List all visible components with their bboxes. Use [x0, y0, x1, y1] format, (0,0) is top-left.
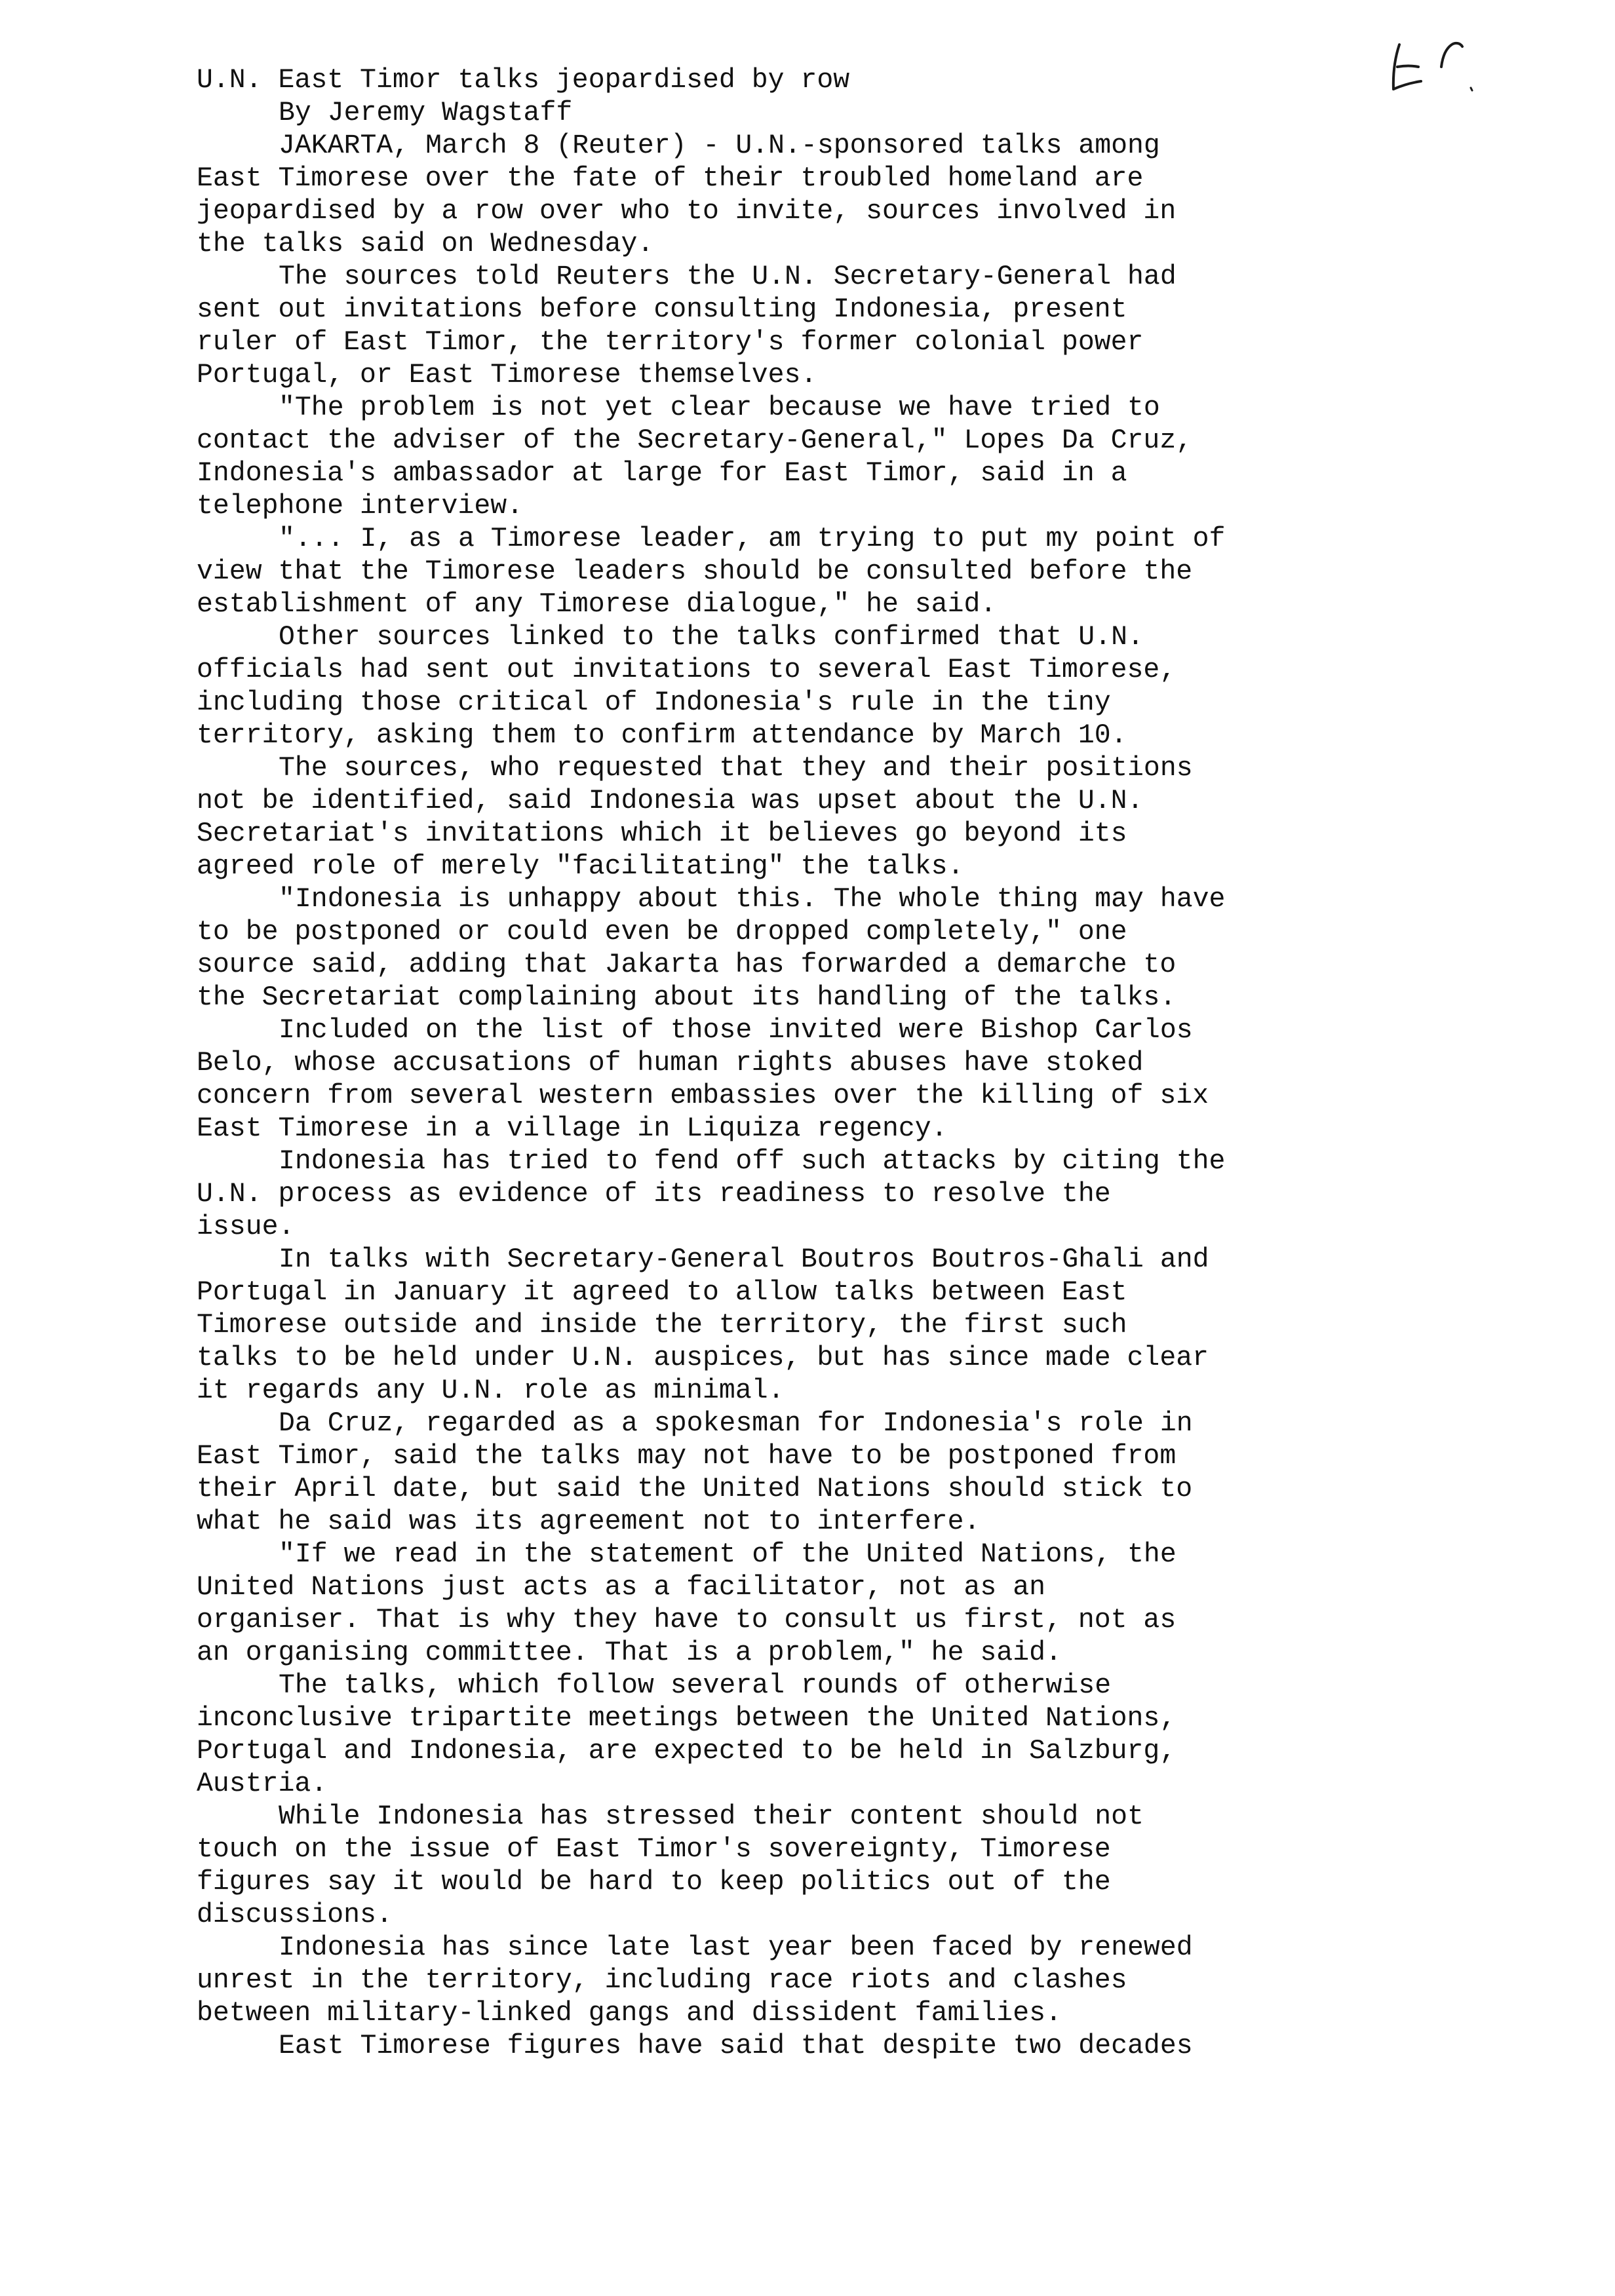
- paragraph-line: Portugal, or East Timorese themselves.: [197, 360, 817, 391]
- paragraph-line: Secretariat's invitations which it believes go beyond its: [197, 818, 1127, 849]
- paragraph-line: their April date, but said the United Nations should stick to: [197, 1474, 1193, 1504]
- paragraph-line: establishment of any Timorese dialogue," he said.: [197, 589, 997, 620]
- paragraph-first-line: While Indonesia has stressed their content should not: [279, 1801, 1144, 1832]
- paragraph-line: the talks said on Wednesday.: [197, 229, 654, 259]
- paragraph-line: Belo, whose accusations of human rights abuses have stoked: [197, 1048, 1144, 1079]
- paragraph-first-line: Da Cruz, regarded as a spokesman for Indonesia's role in: [279, 1408, 1193, 1439]
- paragraph-first-line: JAKARTA, March 8 (Reuter) - U.N.-sponsored talks among: [279, 130, 1160, 161]
- paragraph-first-line: Included on the list of those invited were Bishop Carlos: [279, 1015, 1193, 1046]
- paragraph-first-line: "... I, as a Timorese leader, am trying to put my point of: [279, 524, 1226, 554]
- paragraph-first-line: East Timorese figures have said that despite two decades: [279, 2031, 1193, 2061]
- paragraph-line: telephone interview.: [197, 491, 524, 522]
- paragraph-first-line: "Indonesia is unhappy about this. The whole thing may have: [279, 884, 1226, 915]
- paragraph-line: it regards any U.N. role as minimal.: [197, 1375, 785, 1406]
- paragraph-line: Portugal in January it agreed to allow talks between East: [197, 1277, 1127, 1308]
- news-article: [197, 64, 1455, 2063]
- paragraph-line: view that the Timorese leaders should be consulted before the: [197, 556, 1193, 587]
- paragraph-line: source said, adding that Jakarta has forwarded a demarche to: [197, 949, 1177, 980]
- paragraph-line: to be postponed or could even be dropped completely," one: [197, 917, 1127, 947]
- paragraph-line: Indonesia's ambassador at large for East Timor, said in a: [197, 458, 1127, 489]
- paragraph-line: figures say it would be hard to keep politics out of the: [197, 1867, 1111, 1898]
- paragraph-line: contact the adviser of the Secretary-General," Lopes Da Cruz,: [197, 425, 1193, 456]
- paragraph-line: concern from several western embassies over the killing of six: [197, 1081, 1209, 1111]
- paragraph-line: Timorese outside and inside the territory, the first such: [197, 1310, 1127, 1341]
- paragraph-line: not be identified, said Indonesia was upset about the U.N.: [197, 786, 1144, 816]
- paragraph-line: officials had sent out invitations to several East Timorese,: [197, 655, 1177, 685]
- paragraph-line: jeopardised by a row over who to invite, sources involved in: [197, 196, 1177, 227]
- paragraph-line: including those critical of Indonesia's rule in the tiny: [197, 687, 1111, 718]
- paragraph-first-line: Other sources linked to the talks confirmed that U.N.: [279, 622, 1144, 653]
- paragraph-line: ruler of East Timor, the territory's former colonial power: [197, 327, 1144, 358]
- paragraph-first-line: The sources told Reuters the U.N. Secretary-General had: [279, 261, 1177, 292]
- paragraph-line: Austria.: [197, 1769, 328, 1799]
- paragraph-line: agreed role of merely "facilitating" the talks.: [197, 851, 964, 882]
- paragraph-line: East Timorese in a village in Liquiza regency.: [197, 1113, 948, 1144]
- paragraph-line: what he said was its agreement not to interfere.: [197, 1506, 981, 1537]
- paragraph-line: discussions.: [197, 1900, 393, 1930]
- byline: By Jeremy Wagstaff: [279, 98, 573, 128]
- paragraph-line: East Timorese over the fate of their troubled homeland are: [197, 163, 1144, 194]
- paragraph-line: touch on the issue of East Timor's sovereignty, Timorese: [197, 1834, 1111, 1865]
- paragraph-line: the Secretariat complaining about its handling of the talks.: [197, 982, 1177, 1013]
- paragraph-line: territory, asking them to confirm attendance by March 10.: [197, 720, 1127, 751]
- paragraph-first-line: The talks, which follow several rounds of otherwise: [279, 1670, 1112, 1701]
- paragraph-first-line: The sources, who requested that they and their positions: [279, 753, 1193, 784]
- paragraph-line: U.N. process as evidence of its readiness to resolve the: [197, 1179, 1111, 1210]
- paragraph-line: United Nations just acts as a facilitator, not as an: [197, 1572, 1046, 1603]
- paragraph-line: organiser. That is why they have to consult us first, not as: [197, 1605, 1177, 1636]
- paragraph-line: an organising committee. That is a problem," he said.: [197, 1637, 1062, 1668]
- paragraph-line: between military-linked gangs and dissident families.: [197, 1998, 1062, 2029]
- paragraph-line: East Timor, said the talks may not have to be postponed from: [197, 1441, 1177, 1472]
- paragraph-line: Portugal and Indonesia, are expected to be held in Salzburg,: [197, 1736, 1177, 1767]
- paragraph-first-line: Indonesia has since late last year been faced by renewed: [279, 1932, 1193, 1963]
- paragraph-line: issue.: [197, 1212, 295, 1242]
- paragraph-first-line: "The problem is not yet clear because we have tried to: [279, 392, 1160, 423]
- paragraph-line: unrest in the territory, including race riots and clashes: [197, 1965, 1127, 1996]
- paragraph-first-line: "If we read in the statement of the United Nations, the: [279, 1539, 1177, 1570]
- headline: U.N. East Timor talks jeopardised by row: [197, 65, 850, 96]
- paragraph-line: inconclusive tripartite meetings between the United Nations,: [197, 1703, 1177, 1734]
- paragraph-line: talks to be held under U.N. auspices, but has since made clear: [197, 1343, 1209, 1373]
- paragraph-first-line: Indonesia has tried to fend off such attacks by citing the: [279, 1146, 1226, 1177]
- paragraph-line: sent out invitations before consulting Indonesia, present: [197, 294, 1127, 325]
- paragraph-first-line: In talks with Secretary-General Boutros Boutros-Ghali and: [279, 1244, 1209, 1275]
